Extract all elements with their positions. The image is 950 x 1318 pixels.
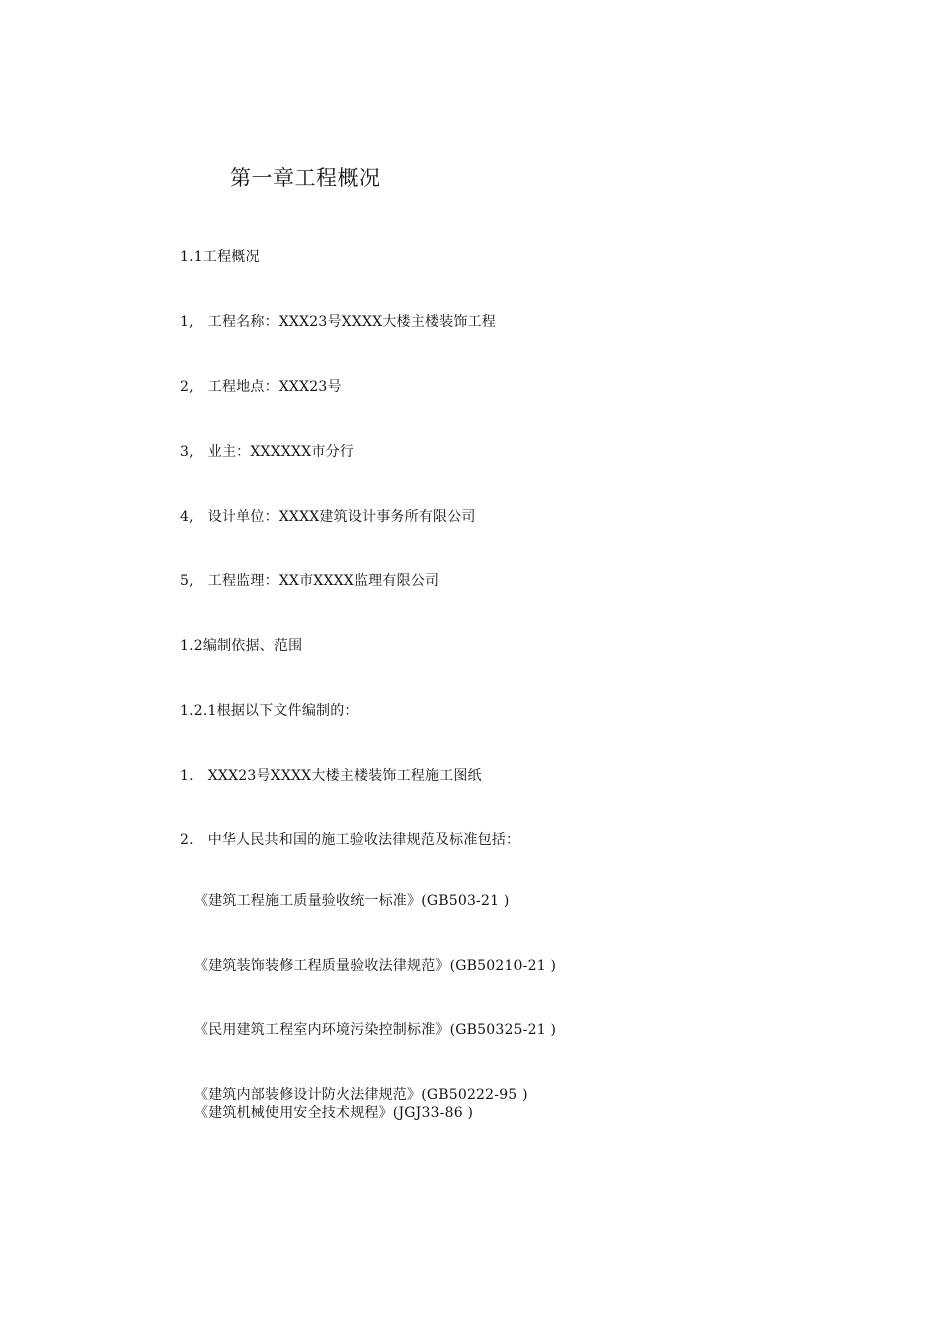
item-number: 5, bbox=[180, 573, 194, 589]
list-item bbox=[180, 508, 476, 526]
item-number: 2, bbox=[180, 379, 194, 395]
list-item bbox=[180, 313, 496, 331]
list-item bbox=[180, 378, 342, 396]
list-item bbox=[180, 767, 482, 785]
item-text: 工程地点：XXX23号 bbox=[207, 379, 342, 395]
item-text: 设计单位：XXXX建筑设计事务所有限公司 bbox=[207, 509, 476, 525]
item-text: 中华人民共和国的施工验收法律规范及标准包括： bbox=[207, 832, 521, 848]
item-text: 工程名称：XXX23号XXXX大楼主楼装饰工程 bbox=[207, 314, 496, 330]
item-number: 4, bbox=[180, 509, 194, 525]
list-item bbox=[180, 831, 520, 849]
item-number: 2. bbox=[180, 832, 194, 848]
item-text: 业主：XXXXXX市分行 bbox=[207, 444, 354, 460]
item-number: 3, bbox=[180, 444, 194, 460]
standard-item: 《民用建筑工程室内环境污染控制标准》(GB50325-21 ) bbox=[194, 1022, 557, 1038]
chapter-title: 第一章工程概况 bbox=[230, 166, 381, 190]
standard-item: 《建筑机械使用安全技术规程》(JGJ33-86 ) bbox=[194, 1105, 474, 1121]
standard-item: 《建筑工程施工质量验收统一标准》(GB503-21 ) bbox=[194, 893, 510, 909]
standard-item: 《建筑装饰装修工程质量验收法律规范》(GB50210-21 ) bbox=[194, 958, 557, 974]
item-text: XXX23号XXXX大楼主楼装饰工程施工图纸 bbox=[207, 768, 482, 784]
item-number: 1. bbox=[180, 768, 194, 784]
list-item bbox=[180, 572, 439, 590]
list-item bbox=[180, 443, 354, 461]
item-number: 1, bbox=[180, 314, 194, 330]
section-heading-1-2: 1.2编制依据、范围 bbox=[180, 638, 303, 654]
item-text: 工程监理：XX市XXXX监理有限公司 bbox=[207, 573, 440, 589]
standard-item: 《建筑内部装修设计防火法律规范》(GB50222-95 ) bbox=[194, 1087, 528, 1103]
section-heading-1-2-1: 1.2.1根据以下文件编制的： bbox=[180, 703, 359, 719]
section-heading-1-1: 1.1工程概况 bbox=[180, 249, 260, 265]
